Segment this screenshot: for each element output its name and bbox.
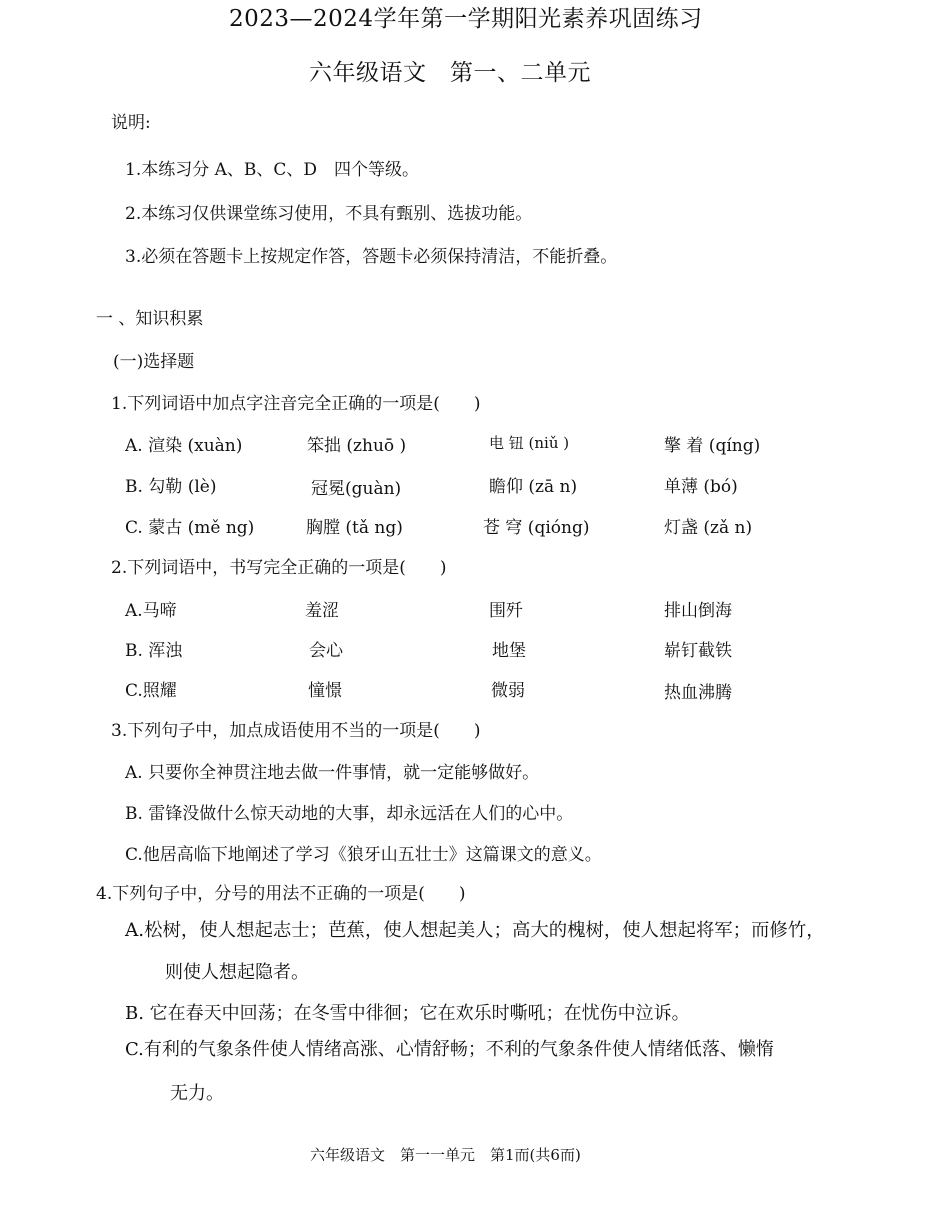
q2-b-2: 会心 [309,641,343,661]
question-1-stem: 1.下列词语中加点字注音完全正确的一项是( ) [111,394,481,414]
instruction-item-1: 1.本练习分 A、B、C、D 四个等级。 [125,160,420,180]
instructions-label: 说明: [111,113,151,133]
q2-c-3: 微弱 [491,681,525,701]
question-3-stem: 3.下列句子中，加点成语使用不当的一项是( ) [111,721,481,741]
q2-a-4: 排山倒海 [664,601,732,621]
question-2-stem: 2.下列词语中，书写完全正确的一项是( ) [111,558,447,578]
q4-option-c-line1: C.有利的气象条件使人情绪高涨、心情舒畅；不利的气象条件使人情绪低落、懒惰 [125,1039,774,1060]
q3-option-b: B. 雷锋没做什么惊天动地的大事，却永远活在人们的心中。 [125,804,574,824]
instruction-item-3: 3.必须在答题卡上按规定作答，答题卡必须保持清洁，不能折叠。 [125,247,618,267]
q1-c-2: 胸膛 (tǎ ng) [306,518,403,538]
q1-a-1: A. 渲染 (xuàn) [125,436,243,456]
q2-c-4: 热血沸腾 [664,683,732,703]
q1-a-4: 擎 着 (qíng) [664,436,761,456]
q4-option-a-line2: 则使人想起隐者。 [165,962,309,983]
q1-a-2: 笨拙 (zhuō ) [307,436,407,456]
q2-b-3: 地堡 [492,641,526,661]
q4-option-a-line1: A.松树，使人想起志士；芭蕉，使人想起美人；高大的槐树，使人想起将军；而修竹， [125,920,825,941]
page-subtitle: 六年级语文 第一、二单元 [309,60,591,86]
q2-a-2: 羞涩 [305,601,339,621]
q1-b-1: B. 勾勒 (lè) [125,477,217,497]
page-title: 2023—2024学年第一学期阳光素养巩固练习 [229,6,703,32]
q2-b-1: B. 浑浊 [125,641,183,661]
q1-c-1: C. 蒙古 (mě ng) [125,518,255,538]
instruction-item-2: 2.本练习仅供课堂练习使用，不具有甄别、选拔功能。 [125,204,533,224]
q2-a-1: A.马啼 [125,601,177,621]
section-heading: 一 、知识积累 [96,309,204,329]
page-footer: 六年级语文 第一一单元 第1而(共6而) [310,1146,581,1164]
q2-b-4: 崭钉截铁 [664,641,732,661]
q2-c-1: C.照耀 [125,681,177,701]
q3-option-a: A. 只要你全神贯注地去做一件事情，就一定能够做好。 [125,763,540,783]
q2-a-3: 围歼 [489,601,523,621]
subsection-heading: (一)选择题 [113,352,195,372]
q4-option-c-line2: 无力。 [170,1083,224,1104]
q1-c-4: 灯盏 (zǎ n) [664,518,753,538]
q1-b-2: 冠冕(guàn) [311,479,402,499]
q2-c-2: 憧憬 [308,681,342,701]
q1-b-4: 单薄 (bó) [664,477,738,497]
q3-option-c: C.他居高临下地阐述了学习《狼牙山五壮士》这篇课文的意义。 [125,845,602,865]
q1-c-3: 苍 穹 (qióng) [483,518,590,538]
question-4-stem: 4.下列句子中，分号的用法不正确的一项是( ) [96,884,466,904]
q1-a-3: 电 钮 (niǔ ) [489,434,570,452]
q4-option-b: B. 它在春天中回荡；在冬雪中徘徊；它在欢乐时嘶吼；在忧伤中泣诉。 [125,1003,690,1024]
q1-b-3: 瞻仰 (zā n) [489,477,578,497]
